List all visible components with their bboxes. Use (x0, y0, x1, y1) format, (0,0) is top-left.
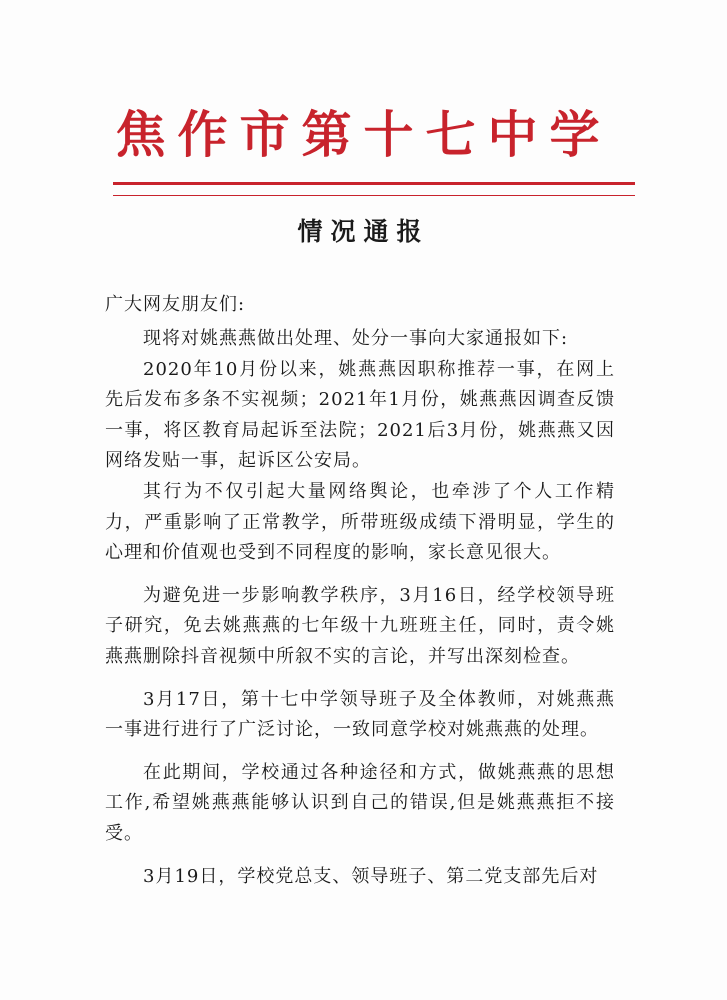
letterhead-org-name: 焦作市第十七中学 (115, 106, 612, 164)
paragraph-4: 为避免进一步影响教学秩序，3月16日，经学校领导班子研究，免去姚燕燕的七年级十九班班主任，同时，责令姚燕燕删除抖音视频中所叙不实的言论，并写出深刻检查。 (105, 584, 615, 667)
paragraph-7: 3月19日，学校党总支、领导班子、第二党支部先后对 (143, 865, 599, 887)
paragraph-3: 其行为不仅引起大量网络舆论，也牵涉了个人工作精力，严重影响了正常教学，所带班级成绩下滑明显，学生的心理和价值观也受到不同程度的影响，家长意见很大。 (105, 480, 615, 564)
document-title: 情况通报 (297, 217, 430, 246)
paragraph-1: 现将对姚燕燕做出处理、处分一事向大家通报如下: (143, 328, 569, 349)
letterhead-divider-thick (113, 182, 635, 185)
letterhead-divider-thin (113, 195, 635, 196)
paragraph-2: 2020年10月份以来，姚燕燕因职称推荐一事，在网上先后发布多条不实视频；2021年1月份，姚燕燕因调查反馈一事，将区教育局起诉至法院；2021后3月份，姚燕燕又因网络发贴一事，起诉区公安局。 (105, 358, 615, 472)
salutation: 广大网友朋友们: (105, 294, 246, 315)
paragraph-6: 在此期间，学校通过各种途径和方式，做姚燕燕的思想工作,希望姚燕燕能够认识到自己的错误,但是姚燕燕拒不接受。 (105, 761, 615, 844)
paragraph-5: 3月17日，第十七中学领导班子及全体教师，对姚燕燕一事进行进行了广泛讨论，一致同意学校对姚燕燕的处理。 (105, 688, 615, 741)
document-body (105, 324, 615, 904)
